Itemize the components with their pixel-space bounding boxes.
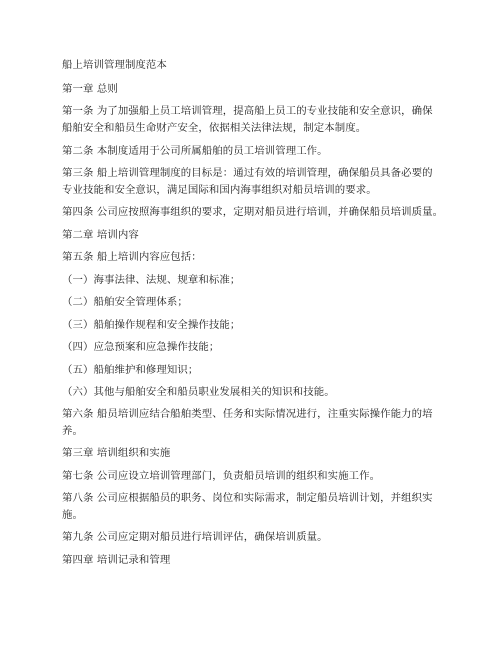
article-text: 专业技能和安全意识，满足国际和国内海事组织对船员培训的要求。	[62, 184, 377, 196]
article-text: 船舶安全和船员生命财产安全，依据相关法律法规，制定本制度。	[62, 122, 367, 134]
article-text: 第九条 公司应定期对船员进行培训评估，确保培训质量。	[62, 531, 328, 543]
list-item: （四）应急预案和应急操作技能；	[62, 341, 220, 353]
article-text: 施。	[62, 509, 83, 521]
article-text: 第七条 公司应设立培训管理部门，负责船员培训的组织和实施工作。	[62, 470, 381, 482]
article-text: 养。	[62, 425, 83, 437]
article-text: 第二条 本制度适用于公司所属船舶的员工培训管理工作。	[62, 145, 328, 157]
chapter-heading: 第三章 培训组织和实施	[62, 447, 171, 459]
article-text: 第六条 船员培训应结合船舶类型、任务和实际情况进行，注重实际操作能力的培	[62, 408, 433, 420]
chapter-heading: 第四章 培训记录和管理	[62, 554, 171, 566]
article-text: 第八条 公司应根据船员的职务、岗位和实际需求，制定船员培训计划，并组织实	[62, 492, 433, 504]
list-item: （二）船舶安全管理体系；	[62, 296, 188, 308]
article-text: 第三条 船上培训管理制度的目标是：通过有效的培训管理，确保船员具备必要的	[62, 167, 433, 179]
article-text: 第四条 公司应按照海事组织的要求，定期对船员进行培训，并确保船员培训质量。	[62, 206, 444, 218]
list-item: （三）船舶操作规程和安全操作技能；	[62, 319, 241, 331]
document-title: 船上培训管理制度范本	[62, 59, 167, 71]
chapter-heading: 第二章 培训内容	[62, 229, 139, 241]
list-item: （五）船舶维护和修理知识；	[62, 364, 199, 376]
list-item: （一）海事法律、法规、规章和标准；	[62, 274, 241, 286]
article-text: 第五条 船上培训内容应包括：	[62, 251, 202, 263]
article-text: 第一条 为了加强船上员工培训管理，提高船上员工的专业技能和安全意识，确保	[62, 105, 433, 117]
list-item: （六）其他与船舶安全和船员职业发展相关的知识和技能。	[62, 386, 335, 398]
chapter-heading: 第一章 总则	[62, 83, 118, 95]
